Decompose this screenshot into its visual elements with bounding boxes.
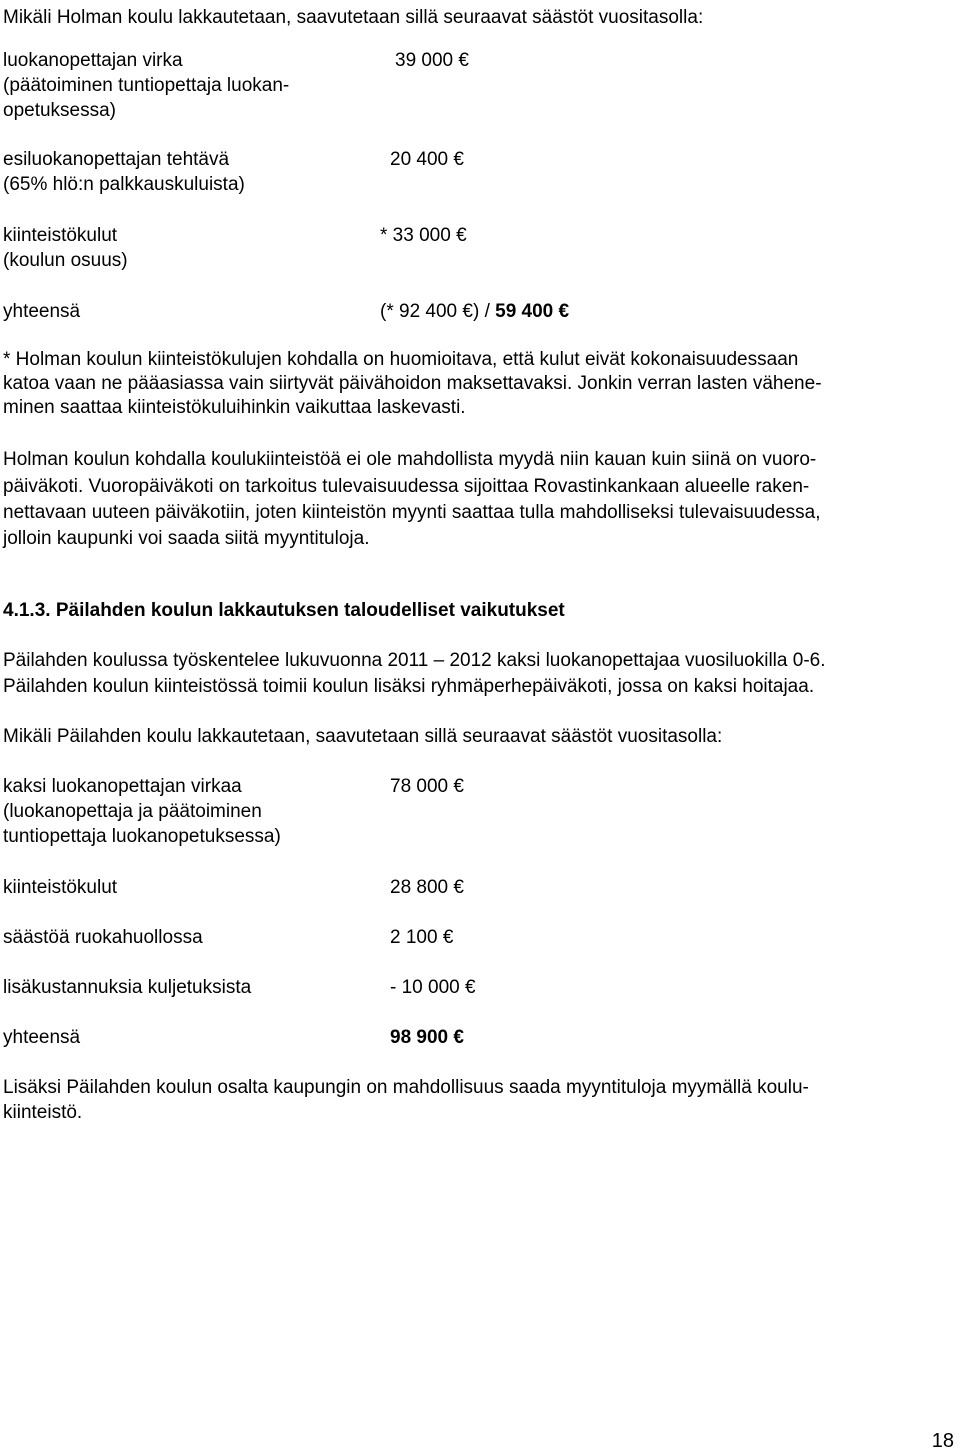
holma-para-line-3: nettavaan uuteen päiväkotiin, joten kiinteistön myynti saattaa tulla mahdolliseksi tulevaisuudessa,: [3, 502, 821, 523]
pailahti-item-1-label-line-3: tuntiopettaja luokanopetuksessa): [3, 826, 281, 847]
holma-item-1-label-line-2: (päätoiminen tuntiopettaja luokan-: [3, 75, 290, 96]
holma-para-line-4: jolloin kaupunki voi saada siitä myyntituloja.: [3, 528, 370, 549]
holma-item-2-value: 20 400 €: [390, 149, 464, 170]
pailahti-para-line-2: Päilahden koulun kiinteistössä toimii koulun lisäksi ryhmäperhepäiväkoti, jossa on kaksi hoitajaa.: [3, 676, 815, 697]
holma-item-2-label-line-2: (65% hlö:n palkkauskuluista): [3, 174, 245, 195]
holma-item-2-label-line-1: esiluokanopettajan tehtävä: [3, 149, 230, 170]
closing-line-2: kiinteistö.: [3, 1102, 83, 1123]
holma-total-value-bold: 59 400 €: [495, 301, 570, 322]
holma-item-3-label-line-1: kiinteistökulut: [3, 225, 118, 246]
holma-note-line-3: minen saattaa kiinteistökuluihinkin vaikuttaa laskevasti.: [3, 397, 466, 418]
holma-item-1-value: 39 000 €: [395, 50, 469, 71]
pailahti-total-label: yhteensä: [3, 1027, 81, 1048]
pailahti-para-line-1: Päilahden koulussa työskentelee lukuvuonna 2011 – 2012 kaksi luokanopettajaa vuosiluokilla 0-6.: [3, 650, 826, 671]
holma-para-line-1: Holman koulun kohdalla koulukiinteistöä ei ole mahdollista myydä niin kauan kuin siinä on vuoro-: [3, 449, 817, 470]
pailahti-item-4-value: - 10 000 €: [390, 977, 476, 998]
page-number: 18: [931, 1430, 954, 1452]
holma-item-1-label-line-3: opetuksessa): [3, 100, 117, 121]
holma-note-line-2: katoa vaan ne pääasiassa vain siirtyvät päivähoidon maksettavaksi. Jonkin verran lasten vähene-: [3, 373, 822, 394]
holma-item-3-label-line-2: (koulun osuus): [3, 250, 128, 271]
holma-item-1-label-line-1: luokanopettajan virka: [3, 50, 183, 71]
holma-note-line-1: * Holman koulun kiinteistökulujen kohdalla on huomioitava, että kulut eivät kokonaisuudessaan: [3, 349, 799, 370]
pailahti-item-1-label-line-2: (luokanopettaja ja päätoiminen: [3, 801, 262, 822]
pailahti-item-1-label-line-1: kaksi luokanopettajan virkaa: [3, 776, 242, 797]
holma-item-3-value: * 33 000 €: [380, 225, 467, 246]
section-title: Päilahden koulun lakkautuksen taloudelliset vaikutukset: [55, 600, 565, 621]
holma-para-line-2: päiväkoti. Vuoropäiväkoti on tarkoitus tulevaisuudessa sijoittaa Rovastinkankaan alueelle raken-: [3, 476, 810, 497]
pailahti-item-3-label: säästöä ruokahuollossa: [3, 927, 203, 948]
pailahti-item-4-label: lisäkustannuksia kuljetuksista: [3, 977, 252, 998]
pailahti-item-3-value: 2 100 €: [390, 927, 454, 948]
pailahti-intro: Mikäli Päilahden koulu lakkautetaan, saavutetaan sillä seuraavat säästöt vuositasolla:: [3, 726, 723, 747]
pailahti-item-2-label: kiinteistökulut: [3, 877, 118, 898]
holma-intro: Mikäli Holman koulu lakkautetaan, saavutetaan sillä seuraavat säästöt vuositasolla:: [3, 7, 704, 28]
section-number: 4.1.3.: [3, 600, 51, 621]
holma-total-label: yhteensä: [3, 301, 81, 322]
section-heading: [3, 600, 565, 622]
holma-total-value-prefix: (* 92 400 €) /: [380, 301, 496, 322]
pailahti-item-1-value: 78 000 €: [390, 776, 464, 797]
holma-total-value: [380, 301, 569, 323]
pailahti-item-2-value: 28 800 €: [390, 877, 464, 898]
closing-line-1: Lisäksi Päilahden koulun osalta kaupungin on mahdollisuus saada myyntituloja myymällä koulu-: [3, 1077, 809, 1098]
pailahti-total-value: 98 900 €: [390, 1027, 464, 1048]
